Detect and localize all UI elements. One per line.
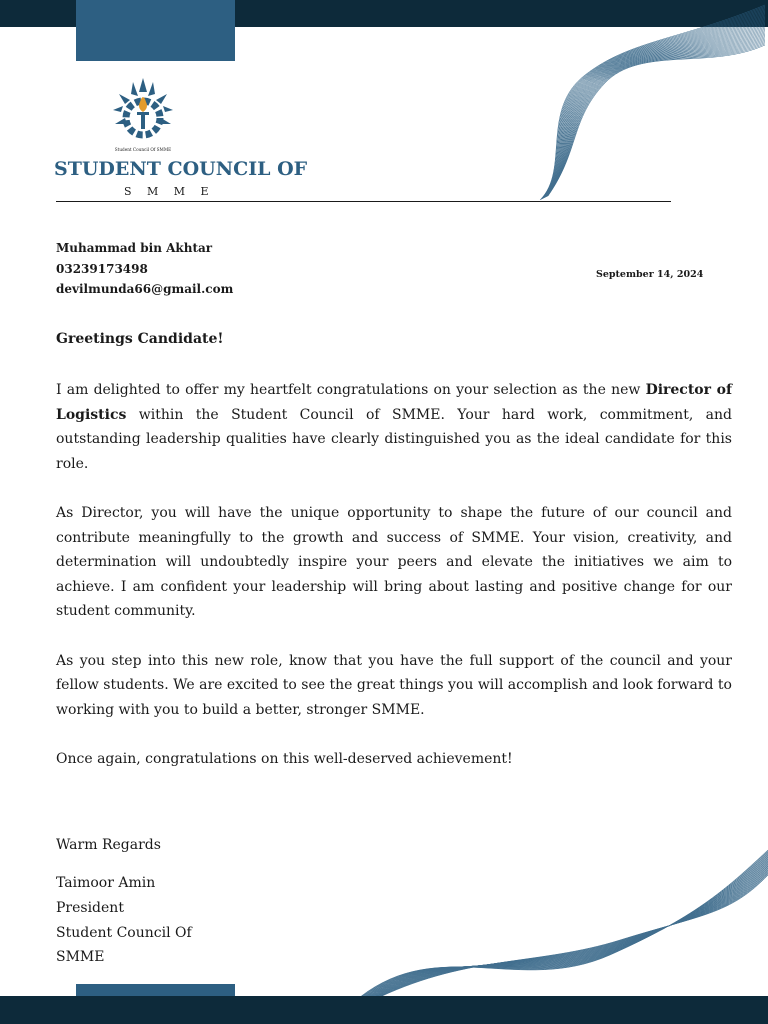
signatory-role: President [56,899,124,916]
letter-date: September 14, 2024 [596,269,704,280]
paragraph-1: I am delighted to offer my heartfelt congratulations on your selection as the new Director of Logistics within the Student Council of SMME. Your hard work, commitment, and outstanding leadership qualities have clearly distinguished you as the ideal candidate for this role. [56,382,732,472]
letter-body [56,378,732,796]
greeting: Greetings Candidate! [56,331,224,347]
logo-caption: Student Council Of SMME [114,147,172,152]
decorative-wave-top [530,0,768,205]
signatory-name: Taimoor Amin [56,875,156,891]
sender-block [56,238,233,300]
paragraph-3: As you step into this new role, know that you have the full support of the council and your fellow students. We are excited to see the great things you will accomplish and look forward to working with you to build a better, stronger SMME. [56,652,732,718]
sender-email: devilmunda66@gmail.com [56,282,234,296]
sender-phone: 03239173498 [56,261,148,276]
council-title: STUDENT COUNCIL OF [54,158,308,180]
paragraph-2: As Director, you will have the unique opportunity to shape the future of our council and contribute meaningfully to the growth and success of SMME. Your vision, creativity, and determination will undoubtedly inspire your peers and elevate the initiatives we aim to achieve. I am confident your leadership will bring about lasting and positive change for our student community. [56,504,732,620]
sender-name: Muhammad bin Akhtar [56,241,213,255]
header-divider [56,201,671,202]
decorative-wave-bottom [350,845,768,1000]
signatory-org-line1: Student Council Of [56,924,192,941]
bottom-border-bar [0,996,768,1024]
council-logo [104,76,182,154]
council-subtitle: S M M E [124,185,215,198]
closing-regards: Warm Regards [56,837,161,853]
signatory-org-line2: SMME [56,949,105,966]
paragraph-4: Once again, congratulations on this well-deserved achievement! [56,750,513,767]
top-accent-tab [76,0,235,61]
position-title: Director of Logistics [56,382,732,423]
signature-block [56,871,192,970]
